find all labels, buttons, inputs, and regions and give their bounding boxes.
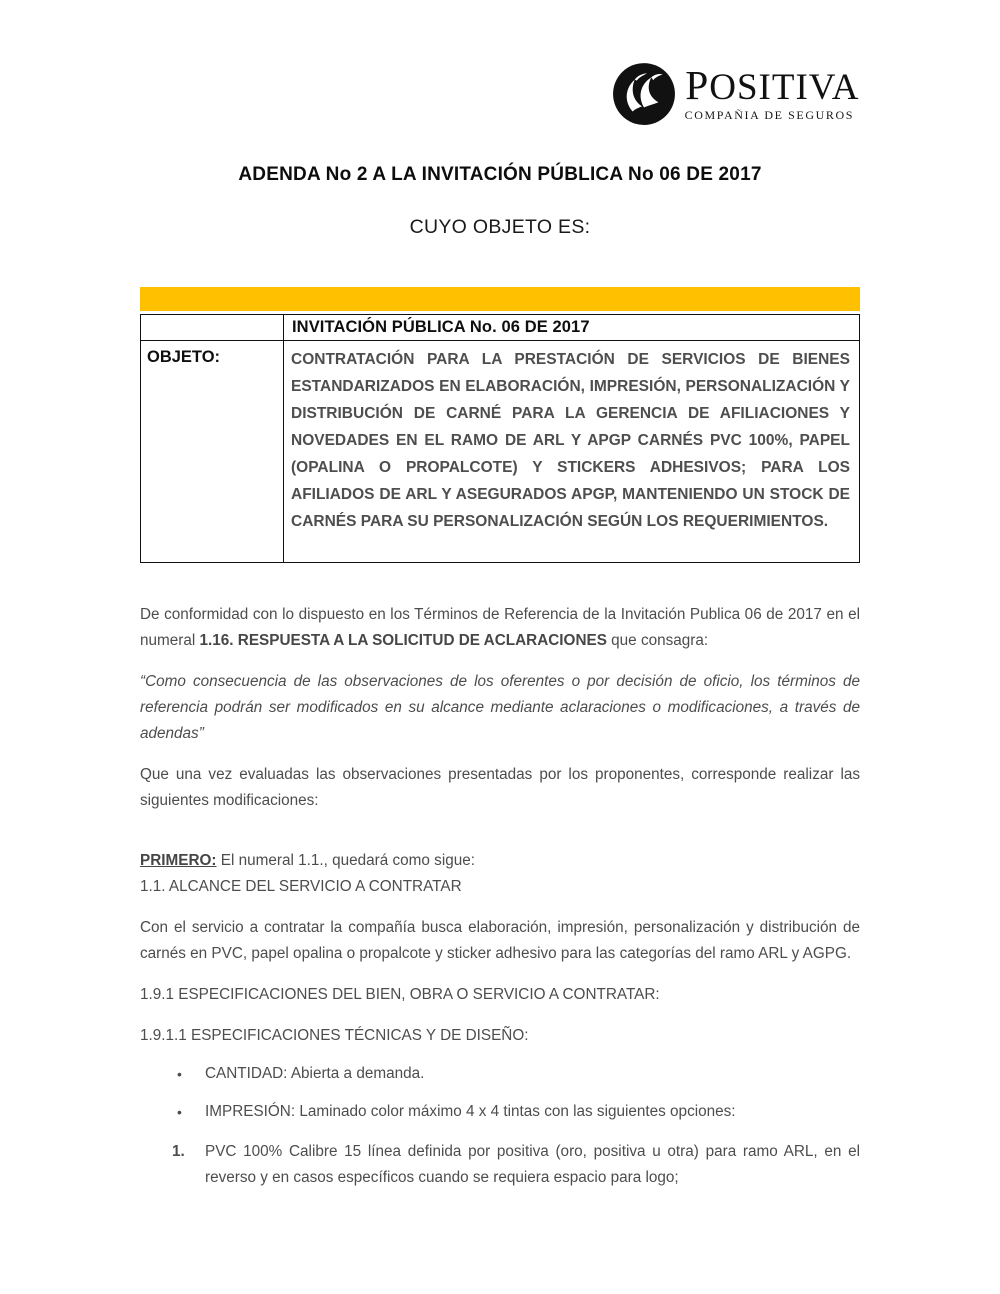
invitacion-header: INVITACIÓN PÚBLICA No. 06 DE 2017	[284, 315, 860, 341]
paragraph-text: que consagra:	[606, 632, 709, 649]
table-row	[141, 315, 860, 341]
objeto-label: OBJETO:	[141, 341, 284, 563]
logo-tagline: COMPAÑIA DE SEGUROS	[684, 108, 854, 123]
paragraph-conformidad	[140, 602, 860, 654]
paragraph-alcance: Con el servicio a contratar la compañía busca elaboración, impresión, personalización y distribución de carnés en PVC, papel opalina o propalcote y sticker adhesivo para las categorías del ramo ARL y AGPG.	[140, 919, 860, 962]
objeto-table	[140, 314, 860, 563]
objeto-text: CONTRATACIÓN PARA LA PRESTACIÓN DE SERVICIOS DE BIENES ESTANDARIZADOS EN ELABORACIÓN, IMPRESIÓN, PERSONALIZACIÓN Y DISTRIBUCIÓN DE CARNÉ PARA LA GERENCIA DE AFILIACIONES Y NOVEDADES EN EL RAMO DE ARL Y APGP CARNÉS PVC 100%, PAPEL (OPALINA O PROPALCOTE) Y STICKERS ADHESIVOS; PARA LOS AFILIADOS DE ARL Y ASEGURADOS APGP, MANTENIENDO UN STOCK DE CARNÉS PARA SU PERSONALIZACIÓN SEGÚN LOS REQUERIMIENTOS.	[284, 341, 860, 563]
logo-text	[684, 61, 860, 123]
table-accent-bar	[140, 287, 860, 311]
primero-text: El numeral 1.1., quedará como sigue:	[216, 852, 475, 869]
positiva-swirl-mark-icon	[611, 61, 677, 127]
objeto-table-block	[140, 287, 860, 563]
list-item	[140, 1139, 860, 1191]
numeral-1-1-heading: 1.1. ALCANCE DEL SERVICIO A CONTRATAR	[140, 878, 462, 895]
spec-bullet-list	[140, 1061, 860, 1125]
item-number: 1.	[172, 1143, 185, 1160]
numeral-1-16-bold: 1.16. RESPUESTA A LA SOLICITUD DE ACLARACIONES	[199, 632, 607, 649]
bullet-text-cantidad: CANTIDAD: Abierta a demanda.	[205, 1065, 425, 1082]
primero-label: PRIMERO:	[140, 852, 217, 869]
table-row	[141, 341, 860, 563]
empty-cell	[141, 315, 284, 341]
numbered-item-text: PVC 100% Calibre 15 línea definida por positiva (oro, positiva u otra) para ramo ARL, en el reverso y en casos específicos cuando se requiera espacio para logo;	[205, 1143, 860, 1186]
logo-name: POSITIVA	[685, 61, 860, 108]
options-numbered-list	[140, 1139, 860, 1191]
list-item	[140, 1099, 860, 1125]
bullet-icon: •	[177, 1104, 182, 1120]
quote-paragraph: “Como consecuencia de las observaciones de los oferentes o por decisión de oficio, los términos de referencia podrán ser modificados en su alcance mediante aclaraciones o modificaciones, a través de adendas”	[140, 673, 860, 742]
document-subtitle: CUYO OBJETO ES:	[409, 216, 591, 238]
primero-section	[140, 848, 860, 900]
paragraph-text: De conformidad con lo dispuesto en los Términos de Referencia de la Invitación Publica 06 de 2017 en el numeral	[140, 606, 860, 649]
heading-1-9-1-1: 1.9.1.1 ESPECIFICACIONES TÉCNICAS Y DE DISEÑO:	[140, 1027, 529, 1044]
heading-1-9-1: 1.9.1 ESPECIFICACIONES DEL BIEN, OBRA O SERVICIO A CONTRATAR:	[140, 986, 660, 1003]
bullet-icon: •	[177, 1066, 182, 1082]
positiva-logo	[140, 60, 860, 128]
list-item	[140, 1061, 860, 1087]
paragraph-observaciones: Que una vez evaluadas las observaciones presentadas por los proponentes, corresponde realizar las siguientes modificaciones:	[140, 766, 860, 809]
document-title: ADENDA No 2 A LA INVITACIÓN PÚBLICA No 06 DE 2017	[238, 164, 762, 185]
bullet-text-impresion: IMPRESIÓN: Laminado color máximo 4 x 4 tintas con las siguientes opciones:	[205, 1103, 736, 1120]
